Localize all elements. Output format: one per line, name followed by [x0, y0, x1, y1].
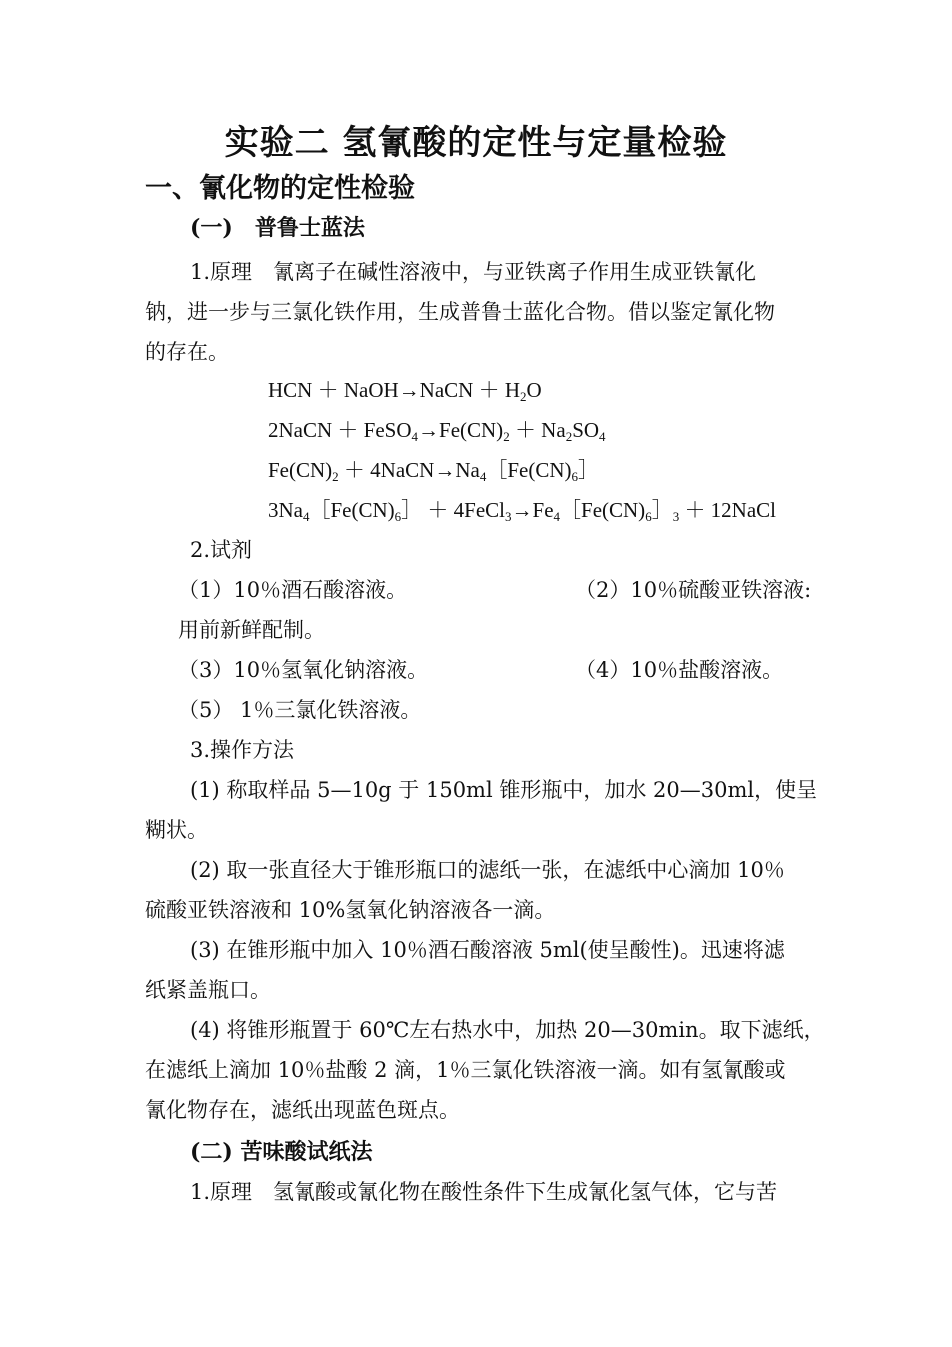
step-1-line-1: (1) 称取样品 5—10g 于 150ml 锥形瓶中，加水 20—30ml，使呈: [190, 778, 818, 802]
reagent-2-note: 用前新鲜配制。: [178, 618, 325, 642]
reagent-4: （4）10％盐酸溶液。: [575, 658, 784, 682]
method-heading: 3.操作方法: [190, 738, 295, 762]
step-3-line-1: (3) 在锥形瓶中加入 10％酒石酸溶液 5ml(使呈酸性)。迅速将滤: [190, 938, 785, 962]
step-4-line-3: 氰化物存在，滤纸出现蓝色斑点。: [145, 1098, 460, 1122]
reagent-3: （3）10％氢氧化钠溶液。: [178, 658, 429, 682]
subsection-picric-acid: (二) 苦味酸试纸法: [190, 1139, 373, 1165]
step-4-line-2: 在滤纸上滴加 10％盐酸 2 滴，1％三氯化铁溶液一滴。如有氢氰酸或: [145, 1058, 786, 1082]
equation-1: HCN ＋ NaOH→NaCN ＋ $H_2O$: [268, 378, 542, 404]
step-1-line-2: 糊状。: [145, 818, 208, 842]
reagent-5: （5） 1％三氯化铁溶液。: [178, 698, 422, 722]
principle-line-3: 的存在。: [145, 340, 229, 364]
equation-4: $3Na_4[Fe(CN)_6]$ ＋ $4FeCl_3\to Fe_4[Fe(CN)_6]_3$ ＋ 12NaCl: [268, 498, 777, 524]
step-3-line-2: 纸紧盖瓶口。: [145, 978, 271, 1002]
reagent-2: （2）10％硫酸亚铁溶液:: [575, 578, 812, 602]
principle-line-2: 钠，进一步与三氯化铁作用，生成普鲁士蓝化合物。借以鉴定氰化物: [145, 300, 775, 324]
principle-line-1: 1.原理 氰离子在碱性溶液中，与亚铁离子作用生成亚铁氰化: [190, 260, 757, 284]
subsection-prussian-blue: (一) 普鲁士蓝法: [190, 215, 365, 241]
step-2-line-2: 硫酸亚铁溶液和 10%氢氧化钠溶液各一滴。: [145, 898, 556, 922]
reagent-1: （1）10％酒石酸溶液。: [178, 578, 408, 602]
step-4-line-1: (4) 将锥形瓶置于 60℃左右热水中，加热 20—30min。取下滤纸，: [190, 1018, 825, 1042]
step-2-line-1: (2) 取一张直径大于锥形瓶口的滤纸一张，在滤纸中心滴加 10％: [190, 858, 785, 882]
picric-principle-line-1: 1.原理 氢氰酸或氰化物在酸性条件下生成氰化氢气体，它与苦: [190, 1180, 778, 1204]
equation-2: 2NaCN ＋ $FeSO_4\to Fe(CN)_2 + Na_2SO_4$: [268, 418, 606, 444]
reagents-heading: 2.试剂: [190, 538, 253, 562]
section-heading-qualitative: 一、氰化物的定性检验: [145, 173, 415, 204]
document-title: 实验二 氢氰酸的定性与定量检验: [224, 123, 728, 163]
equation-3: $Fe(CN)_2$ ＋ $4NaCN\to Na_4[Fe(CN)_6]$: [268, 458, 599, 484]
